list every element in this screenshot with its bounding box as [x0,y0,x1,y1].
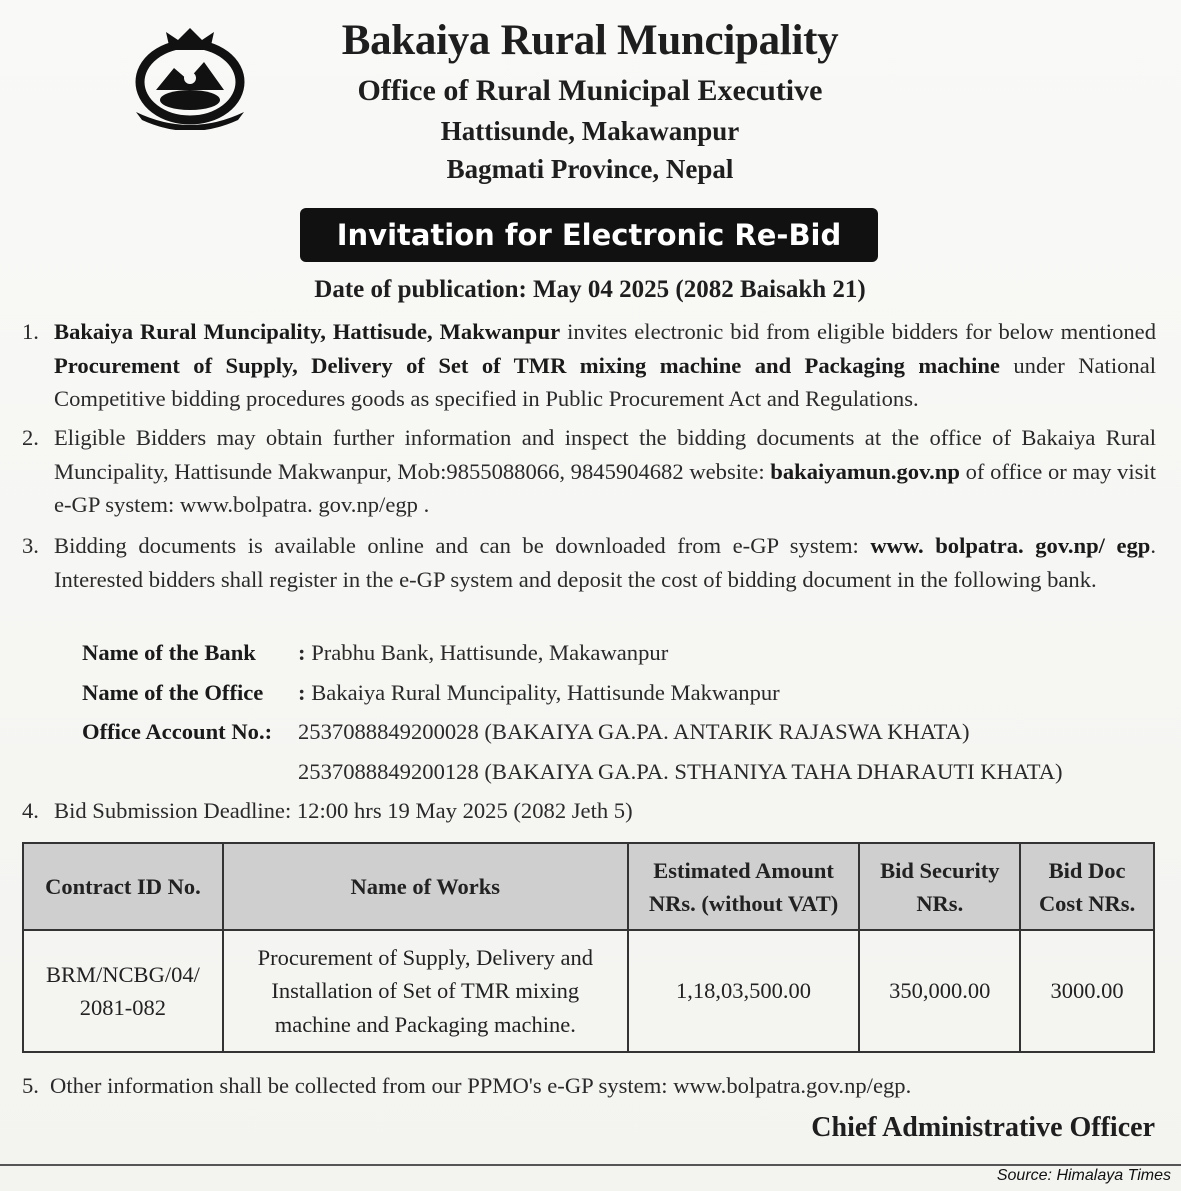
province-name: Bagmati Province, Nepal [446,154,734,184]
cell-bid-security: 350,000.00 [859,930,1020,1052]
cell-contract-id [23,930,223,1052]
header-security-line-1: Bid Security [880,857,1000,883]
contract-id-line-2: 2081-082 [79,995,167,1020]
item-1-text-2: under National Competitive bidding procedures goods as specified in Public Procurement Act and Regulations. [54,352,1156,411]
office-name-value: Bakaiya Rural Muncipality, Hattisunde Makwanpur [311,680,780,705]
works-line-3: machine and Packaging machine. [274,1011,576,1037]
bank-name-colon: : [298,640,306,665]
item-4-deadline: Bid Submission Deadline: 12:00 hrs 19 May 2025 (2082 Jeth 5) [54,798,633,823]
account-number-1: 2537088849200028 (BAKAIYA GA.PA. ANTARIK RAJASWA KHATA) [298,719,970,744]
source-credit: Source: Himalaya Times [996,1167,1171,1184]
signatory-title: Chief Administrative Officer [811,1112,1155,1143]
header-doc-line-1: Bid Doc [1048,857,1126,883]
header-bid-security [859,843,1020,930]
header-estimated-line-2: NRs. (without VAT) [648,890,839,916]
item-number: 3. [22,533,39,558]
item-3-paragraph [54,529,1156,596]
item-number: 4. [22,798,39,823]
account-label: Office Account No.: [82,719,273,744]
contract-id-line-1: BRM/NCBG/04/ [46,961,200,987]
bank-name-row [82,636,668,669]
office-name-colon: : [298,680,306,705]
cell-estimated-amount: 1,18,03,500.00 [628,930,860,1052]
header-estimated-line-1: Estimated Amount [653,857,834,883]
account-row-2 [298,755,1063,788]
item-5-other-info: Other information shall be collected from our PPMO's e-GP system: www.bolpatra.gov.np/egp. [50,1073,912,1098]
office-name-label: Name of the Office [82,680,264,705]
cell-bid-doc-cost: 3000.00 [1020,930,1154,1052]
municipality-name: Bakaiya Rural Muncipality [341,17,839,64]
bank-name-value: Prabhu Bank, Hattisunde, Makawanpur [311,640,669,665]
item-2-paragraph [54,421,1156,522]
notice-title-banner: Invitation for Electronic Re-Bid [300,208,878,262]
table-row [23,930,1154,1052]
office-address: Hattisunde, Makawanpur [440,116,740,146]
item-2-website: bakaiyamun.gov.np [770,458,960,484]
office-name: Office of Rural Municipal Executive [357,74,823,107]
bid-details-table [22,842,1155,1053]
item-3-text-1: Bidding documents is available online and can be downloaded from e-GP system: [54,533,871,558]
office-name-row [82,676,780,709]
header-contract-id: Contract ID No. [23,843,223,930]
header-name-of-works: Name of Works [223,843,628,930]
works-line-1: Procurement of Supply, Delivery and [257,944,593,970]
item-number: 2. [22,425,39,450]
header-bid-doc-cost [1020,843,1154,930]
item-2-text-1: Eligible Bidders may obtain further information and inspect the bidding documents at the office of Bakaiya Rural Muncipality, Hattisunde Makwanpur, Mob:9855088066, 9845904682 website: [54,425,1156,484]
cell-name-of-works [223,930,628,1052]
item-1-bold-2: Procurement of Supply, Delivery of Set of TMR mixing machine and Packaging machine [54,352,1000,378]
item-number: 1. [22,319,39,344]
account-row [82,715,970,748]
works-line-2: Installation of Set of TMR mixing [271,978,580,1004]
publication-date: Date of publication: May 04 2025 (2082 Baisakh 21) [314,276,866,303]
item-3-text-2: . Interested bidders shall register in the e-GP system and deposit the cost of bidding document in the following bank. [54,533,1156,592]
header-estimated-amount [628,843,860,930]
item-2-text-2: of office or may visit e-GP system: www.bolpatra. gov.np/egp . [54,458,1156,517]
item-3-egp-link: www. bolpatra. gov.np/ egp [870,533,1151,558]
header-security-line-2: NRs. [916,890,964,916]
bank-name-label: Name of the Bank [82,640,256,665]
item-1-text-1: invites electronic bid from eligible bidders for below mentioned [560,319,1157,344]
item-1-bold-1: Bakaiya Rural Muncipality, Hattisude, Makwanpur [54,319,561,344]
footer-divider [0,1164,1181,1166]
item-number: 5. [22,1073,39,1098]
nepal-emblem-icon [126,20,254,130]
table-header-row [23,843,1154,930]
item-1-paragraph [54,315,1156,416]
header-doc-line-2: Cost NRs. [1038,890,1136,916]
account-number-2: 2537088849200128 (BAKAIYA GA.PA. STHANIYA TAHA DHARAUTI KHATA) [298,759,1063,784]
